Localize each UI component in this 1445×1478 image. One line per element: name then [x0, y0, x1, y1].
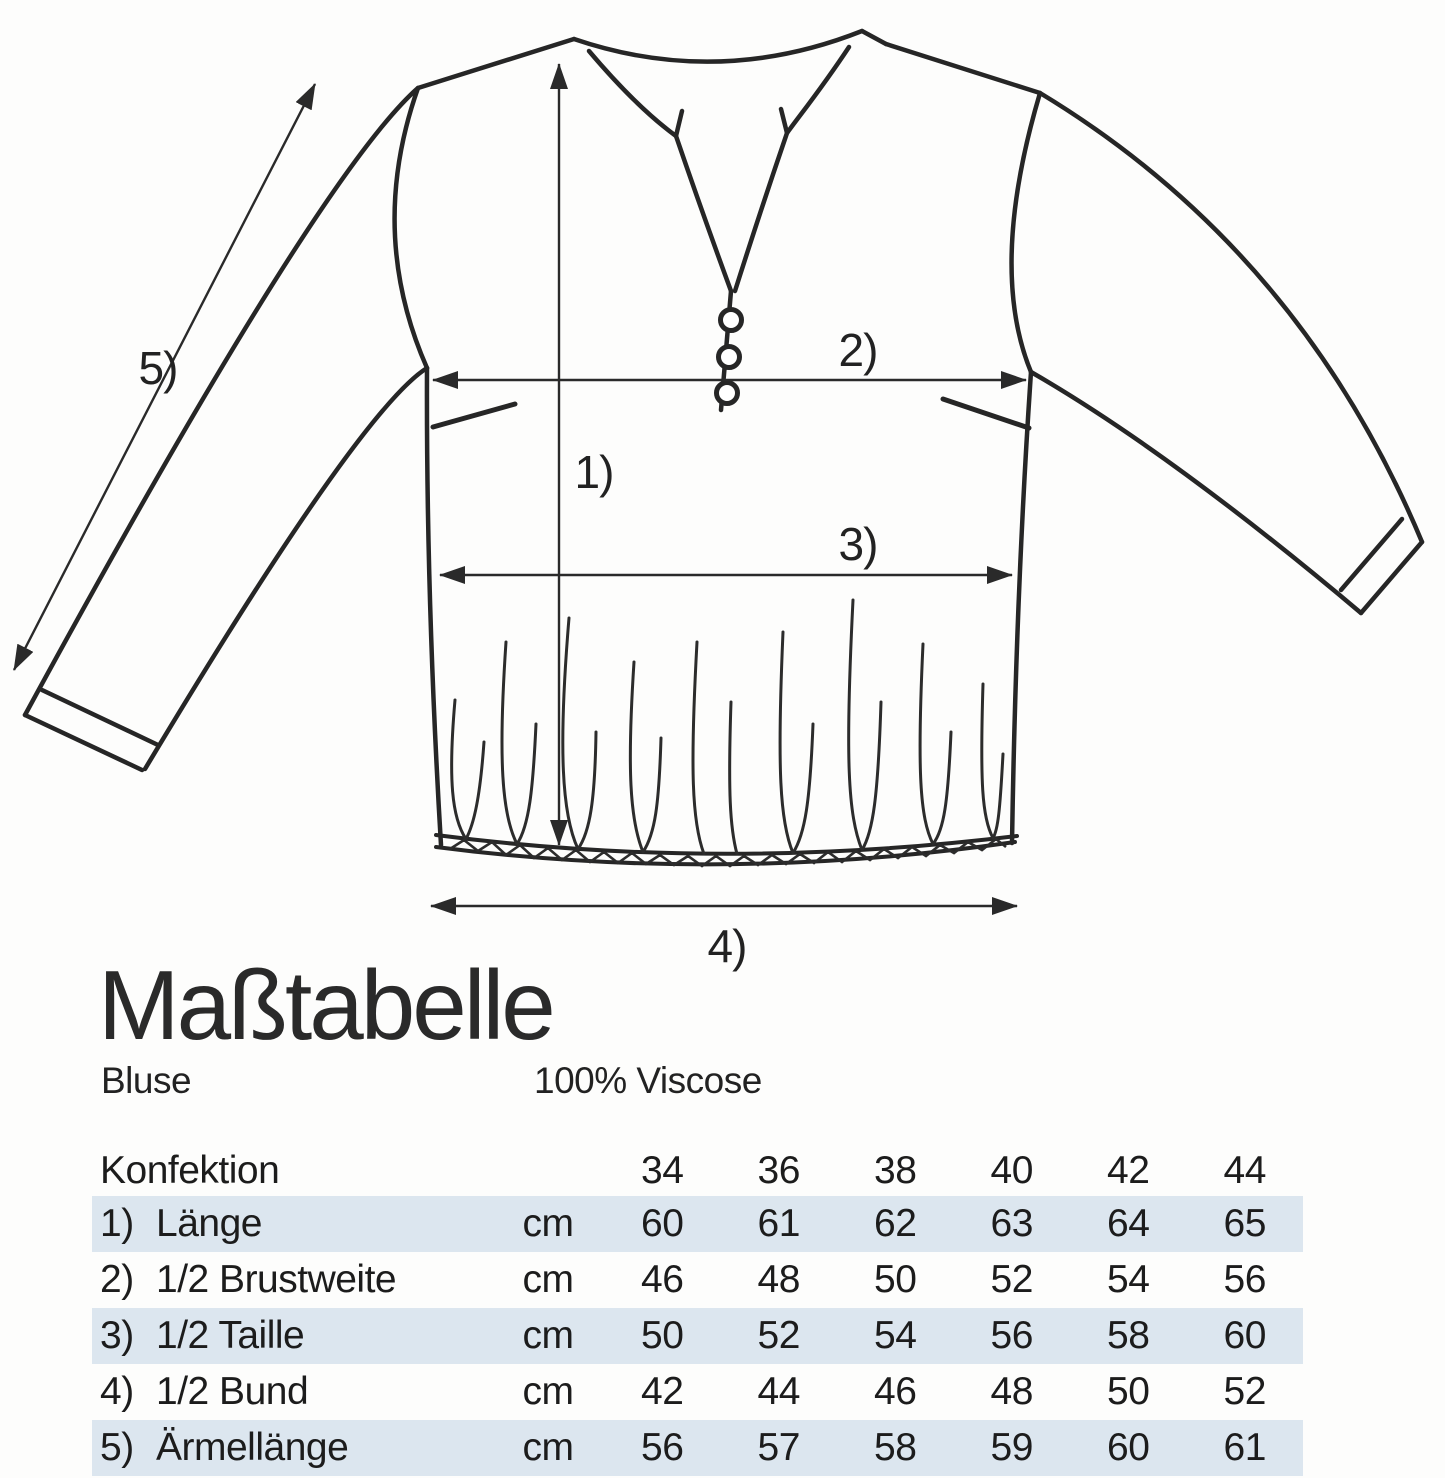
page-title: Maßtabelle: [98, 950, 553, 1060]
measure-label-3: 3): [838, 518, 878, 570]
table-cell: 60: [1223, 1314, 1266, 1357]
row-number: 3): [100, 1314, 134, 1357]
table-cell: 58: [874, 1426, 917, 1469]
size-table: [92, 1145, 1303, 1476]
measure-label-4: 4): [707, 920, 747, 972]
table-cell: 46: [874, 1370, 917, 1413]
table-cell: 44: [757, 1370, 800, 1413]
table-cell: 56: [1223, 1258, 1266, 1301]
table-cell: 54: [1107, 1258, 1150, 1301]
row-label: 1/2 Bund: [156, 1370, 309, 1413]
size-header: 36: [757, 1149, 800, 1192]
table-row-brustweite: [92, 1252, 1303, 1308]
table-cell: 42: [641, 1370, 684, 1413]
table-cell: 50: [1107, 1370, 1150, 1413]
table-cell: 65: [1223, 1202, 1266, 1245]
table-cell: 61: [757, 1202, 800, 1245]
garment-name: Bluse: [101, 1060, 192, 1101]
row-number: 5): [100, 1426, 134, 1469]
table-cell: 58: [1107, 1314, 1150, 1357]
table-cell: 57: [757, 1426, 800, 1469]
row-unit: cm: [522, 1370, 574, 1413]
measure-label-5: 5): [138, 342, 178, 394]
table-cell: 48: [990, 1370, 1033, 1413]
left-pocket-mark-icon: [433, 404, 515, 427]
table-cell: 59: [990, 1426, 1033, 1469]
table-cell: 64: [1107, 1202, 1150, 1245]
row-number: 1): [100, 1202, 134, 1245]
table-cell: 62: [874, 1202, 917, 1245]
row-unit: cm: [522, 1314, 574, 1357]
row-unit: cm: [522, 1258, 574, 1301]
row-label: 1/2 Taille: [156, 1314, 305, 1357]
table-cell: 60: [641, 1202, 684, 1245]
table-cell: 52: [1223, 1370, 1266, 1413]
hem-gather-lines-icon: [452, 600, 1003, 854]
table-row-bund: [92, 1364, 1303, 1420]
material-label: 100% Viscose: [534, 1060, 762, 1101]
size-header: 42: [1107, 1149, 1150, 1192]
row-label: Ärmellänge: [156, 1426, 349, 1469]
row-unit: cm: [522, 1426, 574, 1469]
size-header: 44: [1223, 1149, 1266, 1192]
row-number: 4): [100, 1370, 134, 1413]
table-cell: 54: [874, 1314, 917, 1357]
header-konfektion-label: Konfektion: [100, 1149, 280, 1192]
table-cell: 61: [1223, 1426, 1266, 1469]
table-header-row: [92, 1145, 1303, 1196]
table-cell: 52: [990, 1258, 1033, 1301]
row-label: Länge: [156, 1202, 262, 1245]
table-cell: 50: [641, 1314, 684, 1357]
size-header: 34: [641, 1149, 684, 1192]
row-unit: cm: [522, 1202, 574, 1245]
right-pocket-mark-icon: [943, 399, 1029, 428]
table-cell: 60: [1107, 1426, 1150, 1469]
garment-outline-icon: [25, 31, 1422, 866]
measure-label-2: 2): [838, 324, 878, 376]
size-header: 38: [874, 1149, 917, 1192]
table-row-laenge: [92, 1196, 1303, 1252]
size-header: 40: [990, 1149, 1033, 1192]
table-cell: 48: [757, 1258, 800, 1301]
table-row-taille: [92, 1308, 1303, 1364]
measure-label-1: 1): [574, 446, 614, 498]
table-cell: 50: [874, 1258, 917, 1301]
table-cell: 46: [641, 1258, 684, 1301]
row-number: 2): [100, 1258, 134, 1301]
table-row-aermellaenge: [92, 1420, 1303, 1476]
table-cell: 63: [990, 1202, 1033, 1245]
table-cell: 56: [990, 1314, 1033, 1357]
table-cell: 52: [757, 1314, 800, 1357]
placket-buttons-icon: [717, 310, 742, 404]
row-label: 1/2 Brustweite: [156, 1258, 397, 1301]
table-cell: 56: [641, 1426, 684, 1469]
